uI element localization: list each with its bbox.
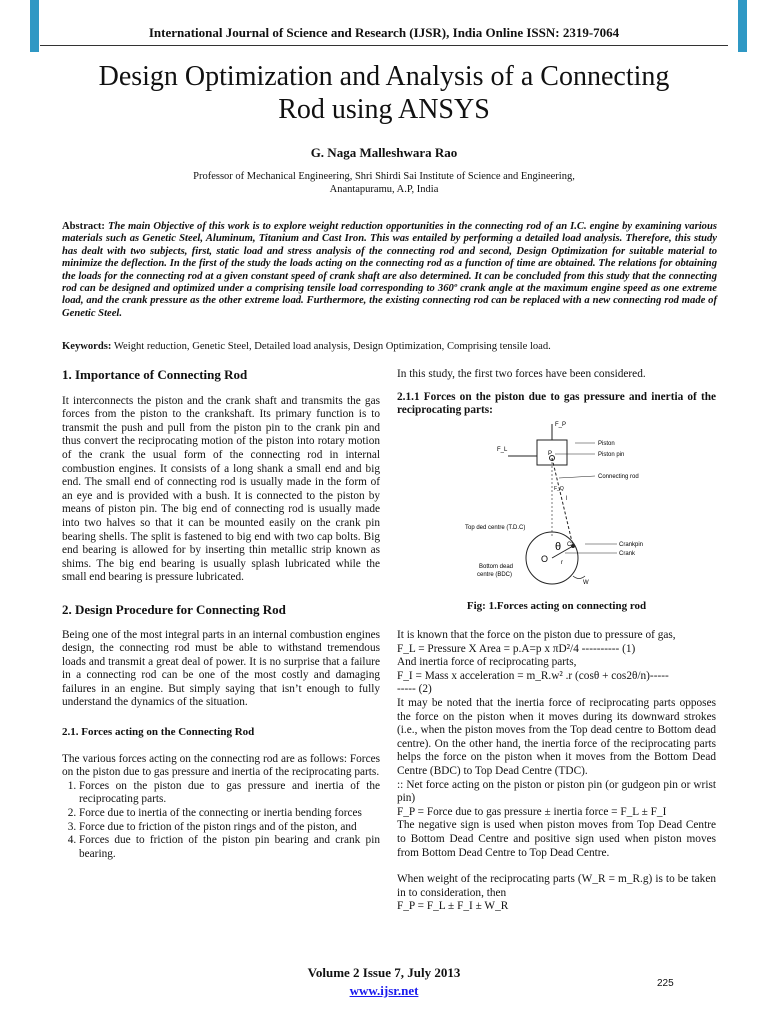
equation-1: F_L = Pressure X Area = p.A=p x πD²/4 ---------- (1) — [397, 642, 636, 655]
label-c: C — [567, 542, 572, 548]
weight-text: When weight of the reciprocating parts (W_R = m_R.g) is to be taken in to consideration, then — [397, 873, 716, 899]
right-column-top — [397, 368, 716, 418]
right-column-bottom — [397, 629, 716, 914]
label-fl: F_L — [497, 447, 508, 453]
label-bdc-1: Bottom dead — [479, 564, 514, 570]
forces-list — [62, 780, 380, 862]
abstract-text: The main Objective of this work is to explore weight reduction opportunities in the connecting rod of an I.C. engine by examining various materials such as Genetic Steel, Aluminum, Titanium and Cast Iron. This was entailed by performing a detailed load analysis. Therefore, this study has dealt with two subjects, first, static load and stress analysis of the connecting rod and second, Design Optimization for suitable material to minimize the deflection. In the first of the study the loads acting on the connecting rod as a function of time are obtained. The relations for obtaining the loads for the connecting rod at a given constant speed of crank shaft are also determined. It can be concluded from this study that the connecting rod can be designed and optimized under a comprising tensile load corresponding to 360º crank angle at the maximum engine speed as one extreme load, and the crank pressure as the other extreme load. Furthermore, the existing connecting rod can be replaced with a new connecting rod made of Genetic Steel. — [62, 221, 717, 319]
footer-website-link[interactable]: www.ijsr.net — [349, 983, 419, 998]
net-force-text: :: Net force acting on the piston or piston pin (or gudgeon pin or wrist pin) — [397, 778, 716, 805]
section-2-1-heading: 2.1. Forces acting on the Connecting Rod — [62, 726, 255, 739]
equation-3: F_P = Force due to gas pressure ± inertia force = F_L ± F_I — [397, 805, 667, 818]
label-crank: Crank — [619, 551, 636, 557]
label-fq: F_Q — [554, 486, 564, 492]
rotation-arrow — [573, 576, 585, 579]
label-fp: F_P — [555, 422, 567, 428]
connecting-rod-line — [552, 458, 573, 546]
keywords — [62, 341, 717, 352]
figure-caption: Fig: 1.Forces acting on connecting rod — [466, 600, 647, 612]
affiliation — [0, 170, 768, 196]
left-column — [62, 368, 380, 861]
affiliation-line-1: Professor of Mechanical Engineering, Shri Shirdi Sai Institute of Science and Engineering, — [193, 171, 575, 182]
keywords-text: Weight reduction, Genetic Steel, Detailed load analysis, Design Optimization, Comprising tensile load. — [113, 341, 551, 352]
crankpin-dot — [571, 544, 575, 548]
label-tdc: Top ded centre (T.D.C) — [465, 525, 526, 531]
section-1-heading: 1. Importance of Connecting Rod — [62, 367, 248, 382]
label-w: W — [583, 580, 589, 586]
label-crankpin: Crankpin — [619, 542, 644, 548]
section-2-1-intro: The various forces acting on the connecting rod are as follows: Forces on the piston due to gas pressure and inertia of the reciprocating parts. — [62, 752, 380, 779]
header-rule — [40, 45, 728, 46]
label-o: O — [541, 554, 549, 564]
right-intro: In this study, the first two forces have been considered. — [397, 368, 646, 380]
title-line-2: Rod using ANSYS — [278, 94, 490, 125]
equation-2-number: ----- (2) — [397, 683, 432, 696]
author-name: G. Naga Malleshwara Rao — [310, 145, 458, 160]
label-theta: θ — [555, 541, 562, 553]
paper-title — [40, 60, 728, 126]
section-2-heading: 2. Design Procedure for Connecting Rod — [62, 601, 286, 617]
page-number: 225 — [657, 978, 674, 989]
affiliation-line-2: Anantapuramu, A.P, India — [329, 184, 439, 195]
inertia-explanation: It may be noted that the inertia force of reciprocating parts opposes the force on the piston when it moves during its downward strokes (i.e., when the piston moves from the Top dead centre to Bottom dead centre). On the other hand, the inertia force of the reciprocating parts helps the force on the piston when it moves from the Bottom Dead Centre (BDC) to Top Dead Centre (TDC). — [397, 696, 716, 777]
label-piston: Piston — [598, 441, 615, 447]
list-item: 3. Force due to friction of the piston rings and of the piston, and — [79, 821, 380, 835]
inertia-force-text: And inertia force of reciprocating parts, — [397, 656, 577, 669]
footer-volume: Volume 2 Issue 7, July 2013 — [307, 965, 461, 980]
list-item: 2. Force due to inertia of the connecting or inertia bending forces — [79, 807, 380, 821]
gas-force-text: It is known that the force on the piston due to pressure of gas, — [397, 629, 676, 641]
section-2-body: Being one of the most integral parts in an internal combustion engines design, the connecting rod must be able to withstand tremendous loads and transmit a great deal of power. It is no surprise that a failure in a connecting rod can be one of the most costly and damaging failures in an engine. But simply saying that isn’t enough to fully understand the dynamics of the situation. — [62, 628, 380, 709]
equation-2: F_I = Mass x acceleration = m_R.w² .r (cosθ + cos2θ/n)----- — [397, 669, 669, 682]
journal-header: International Journal of Science and Research (IJSR), India Online ISSN: 2319-7064 — [148, 25, 620, 40]
title-line-1: Design Optimization and Analysis of a Connecting — [98, 61, 670, 92]
list-item: 1. Forces on the piston due to gas pressure and inertia of the reciprocating parts. — [79, 780, 380, 807]
abstract-label: Abstract: — [62, 221, 105, 232]
equation-4: F_P = F_L ± F_I ± W_R — [397, 900, 509, 913]
subsection-2-1-1-heading: 2.1.1 Forces on the piston due to gas pressure and inertia of the reciprocating parts: — [397, 390, 716, 417]
label-connecting-rod: Connecting rod — [598, 474, 639, 480]
label-r: r — [561, 560, 563, 566]
section-1-body: It interconnects the piston and the crank shaft and transmits the gas forces from the piston to the crankshaft. Its primary function is to transmit the push and pull from the piston pin to the crank pin and thus convert the reciprocating motion of the piston into rotary motion of the crank the usual form of the connecting rod in internal combustion engines. It consists of a long shank a small end and big end. The small end of connecting rod is usually made in the form of an eye and is provided with a bush. It is connected to the piston by means of piston pin. The big end of connecting rod is usually made into two halves so that it can be mounted easily on the crank pin bearing shells. The split is fastened to big end with two cap bolts. Big end bearing is allowed for by inserting thin metallic strip known as shims. The big end bearing is usually splash lubricated while the small end bearing is pressure lubricated. — [62, 394, 380, 584]
keywords-label: Keywords: — [62, 341, 112, 352]
conrod-leader — [559, 476, 595, 478]
label-l: l — [566, 496, 568, 502]
label-bdc-2: centre (BDC) — [477, 572, 513, 578]
label-piston-pin: Piston pin — [598, 452, 625, 458]
connecting-rod-diagram — [455, 418, 695, 588]
label-p: P — [548, 451, 553, 457]
list-item: 4. Forces due to friction of the piston pin bearing and crank pin bearing. — [79, 834, 380, 861]
abstract — [62, 221, 717, 320]
sign-convention-text: The negative sign is used when piston moves from Top Dead Centre to Bottom Dead Centre and positive sign used when piston moves from Bottom Dead Centre to Top Dead Centre. — [397, 819, 716, 859]
